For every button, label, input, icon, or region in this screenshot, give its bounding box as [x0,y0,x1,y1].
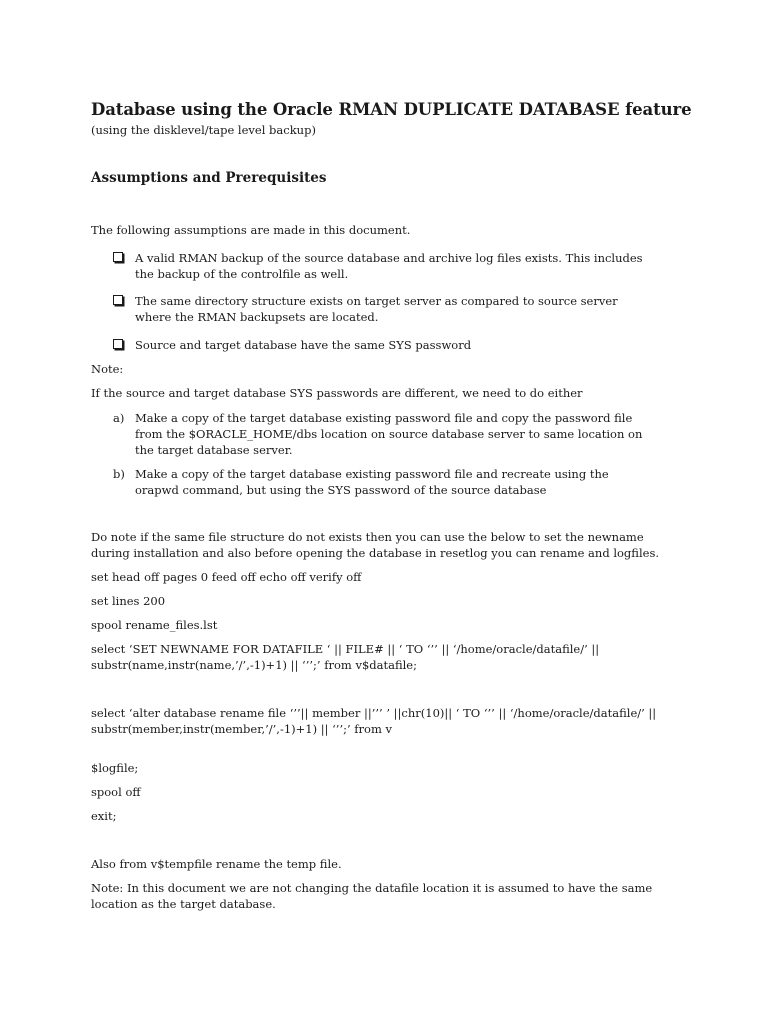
section-heading: Assumptions and Prerequisites [91,170,327,186]
checkbox-bullet-icon [113,252,123,262]
option-text: Make a copy of the target database existing password file and recreate using the orapwd command, but using the SYS password of the source database [135,467,609,497]
note-label: Note: [91,362,124,376]
option-marker: a) [113,411,125,425]
code-line: set lines 200 [91,594,166,608]
note-text: If the source and target database SYS passwords are different, we need to do either [91,386,583,400]
intro-paragraph: The following assumptions are made in this document. [91,223,411,237]
code-line: select ‘alter database rename file ‘’’|| member ||’’’ ’ ||chr(10)|| ‘ TO ‘’’ || ‘/home/oracle/datafile/’ || substr(member,instr(member,’/’,-1)+1) || ‘’’;’ from v [91,706,657,736]
assumption-text: A valid RMAN backup of the source database and archive log files exists. This includes the backup of the controlfile as well. [135,251,643,281]
document-subtitle: (using the disklevel/tape level backup) [91,123,316,137]
code-line: exit; [91,809,117,823]
code-line: spool off [91,785,141,799]
code-line: spool rename_files.lst [91,618,218,632]
tempfile-note: Also from v$tempfile rename the temp file. [91,857,342,871]
option-marker: b) [113,467,125,481]
file-structure-note: Do note if the same file structure do not exists then you can use the below to set the newname during installation and also before opening the database in resetlog you can rename and logfiles. [91,530,660,560]
assumption-text: Source and target database have the same SYS password [135,338,472,352]
option-text: Make a copy of the target database existing password file and copy the password file from the $ORACLE_HOME/dbs location on source database server to same location on the target database server. [135,411,643,457]
checkbox-bullet-icon [113,339,123,349]
code-line: $logfile; [91,761,139,775]
code-line: set head off pages 0 feed off echo off verify off [91,570,362,584]
final-note: Note: In this document we are not changing the datafile location it is assumed to have the same location as the target database. [91,881,653,911]
checkbox-bullet-icon [113,295,123,305]
document-title: Database using the Oracle RMAN DUPLICATE DATABASE feature [91,100,692,119]
assumption-text: The same directory structure exists on target server as compared to source server where the RMAN backupsets are located. [135,294,618,324]
code-line: select ‘SET NEWNAME FOR DATAFILE ‘ || FILE# || ‘ TO ‘’’ || ‘/home/oracle/datafile/’ || substr(name,instr(name,’/’,-1)+1) || ‘’’;’ from v$datafile; [91,642,600,672]
